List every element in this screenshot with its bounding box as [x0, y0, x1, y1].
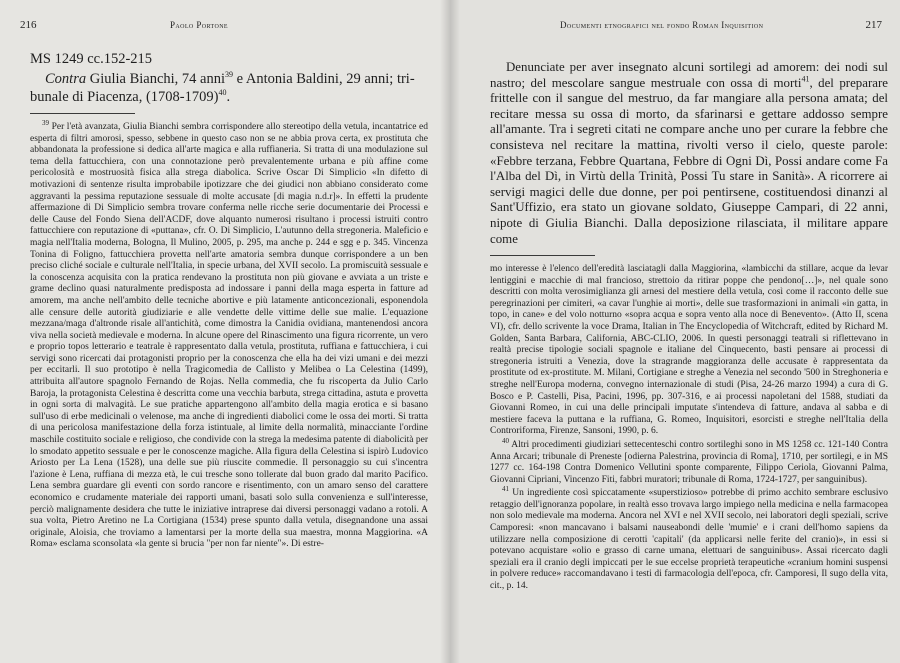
footnote-number: 40 — [502, 436, 509, 445]
heading-line-3-end: . — [226, 89, 231, 105]
footnote-ref-41[interactable]: 41 — [801, 74, 810, 84]
footnote-39 — [30, 118, 429, 551]
heading-line-2-text: Giulia Bianchi, 74 anni — [86, 71, 226, 87]
footnote-40 — [490, 436, 888, 486]
manuscript-heading — [30, 50, 430, 106]
body-paragraph — [490, 60, 888, 247]
footnote-39-continued: mo interesse è l'elenco dell'eredità lasciatagli dalla Maggiorina, «lambicchi da stillare, acque da levar lentiggini e macchie di mal francioso, strettoio da ritirar poppe che pendono[…]», nel quale sono descritti con molta verosimiglianza gli arnesi del mestiere della vetula, così come il racconto delle sue peregrinazioni per cimiteri, «a cavar l'unghie ai morti», delle sue trasformazioni in animali «in gatta, in topo, in cane» e del volo notturno «sopra acqua e sopra vento alla noce di Benevento». (Atto II, scena VI), cfr. dello scrivente la voce Drama, Italian in The Encyclopedia of Witchcraft, edited by Richard M. Golden, Santa Barbara, California, ABC-CLIO, 2006. In questi personaggi teatrali si riflettevano in realtà precise tipologie sociali spagnole e italiane del Cinquecento, basti pensare ai processi di stregoneria istruiti a Venezia, dove la stragrande maggioranza delle accusate è rappresentata da prostitute od ex-prostitute. M. Milani, Cortigiane e streghe a Venezia nel secondo '500 in Streghoneria e streghe nell'Europa moderna, convegno internazionale di studi (Pisa, 24-26 marzo 1994) a cura di G. Bosco e P. Castelli, Pisa, Pacini, 1996, pp. 307-316, e ai processi napoletani del 1588, studiati da Giovanni Romeo, in cui una delle principali imputate s'intendeva di fatture, andava al sabba e di mestiere faceva la puttana e la ruffiana, G. Romeo, Inquisitori, esorcisti e streghe nell'Italia della Controriforma, Firenze, Sansoni, 1990, p. 6. — [490, 264, 888, 437]
running-head: Documenti etnografici nel fondo Roman Inquisition — [560, 20, 764, 30]
heading-line-1: MS 1249 cc.152-215 — [30, 51, 153, 67]
footnote-text: Per l'età avanzata, Giulia Bianchi sembra corrispondere allo stereotipo della vetula, incantatrice ed esperta di filtri amorosi, spesso, sebbene in questo caso non se ne abbia prova certa, ex prostituta che abbandonata la professione si dedica all'arte magica e alla ruffianeria. Si tratta di una modulazione sul tema della fattucchiera, con una connotazione però prevalentemente urbana e più affine come pericolosità e mostruosità fisica alla strega diabolica. Scrive Oscar Di Simplicio «In difetto di motivazioni di sentenze risulta improbabile ipotizzare che dei giudici non abbiano considerato come aggravanti la pessima reputazione sessuale di molte accusate [di magia n.d.r]». In effetti la prudente affermazione di Di Simplicio sembra trovare conferma nelle ricche serie documentarie dei Processi e delle Cause del Fondo Siena dell'ACDF, dove alquanto numerosi risultano i processi istruiti contro fattucchiere con reputazione di «puttana», cfr. O. Di Simplicio, L'autunno della stregoneria. Maleficio e magia nell'Italia moderna, Bologna, Il Mulino, 2005, p. 295, ma anche p. 244 e sgg e p. 345. Vincenza Tonina di Foligno, fattucchiera provetta nell'arte amatoria sembra dunque corrispondere a un ben preciso cliché sociale e culturale nell'Italia, in specie urbana, del XVII secolo. La promiscuità sessuale e la conoscenza acquisita con la pratica rendevano la prostituta non più giovane e avviata a un triste e grame declino quasi naturalmente predisposta ad indossare i panni della maga esperta in fatture ad amorem, ma anche nell'ambito delle tecniche abortive e più latamente anticoncezionali, esponendola alle censure delle autorità giudiziarie e alle vendette delle vittime delle sue malie. L'equazione mezzana/maga d'altronde risale all'antichità, come dimostra la Canidia ovidiana, mantenendosi ancora viva nella società medievale e moderna. In alcune opere del Rinascimento una figura ricorrente, un vero e proprio topos letterario e teatrale è rappresentato dalla vetula, prostituta, ruffiana e fattucchiera, i cui servigi sono ricercati dai protagonisti proprio per la conoscenza che ella ha dei vizi umani e dei mezzi per eccitarli. Il suo prototipo è nella Tragicomedia de Callisto y Melibea o La Celestina (1499), attribuita all'autore spagnolo Fernando de Rojas. Nella commedia, che fu riscoperta da Julio Carlo Baroja, la protagonista Celestina è descritta come una vecchia barbuta, strega cittadina, astuta e provetta in ogni sorta di malvagità. Le sue pratiche appartengono all'ambito della magia erotica e si basano sull'uso di erbe medicinali o velenose, ma anche di ingredienti diabolici come le ossa dei morti. Si tratta di una pericolosa manifestazione della forza istintuale, al limite della normalità, minacciante l'ordine maschile costituito sociale e religioso, che condivide con la strega la medesima patente di diabolicità per lo smodato appetito sessuale e per le conoscenze magiche. Alla figura della Celestina si ispirò Ludovico Ariosto per La Lena (1528), una delle sue più riuscite commedie. Il personaggio su cui s'incentra l'azione è Lena, ruffiana di mezza età, le cui tresche sono tollerate dal buon grado dal marito Pacifico. Lena sembra guardare gli eventi con sordo rancore e risentimento, con un amaro senso del carattere economico e crudamente materiale dei rapporti umani, basati solo sulla convenienza e sull'interesse, perciò malignamente desidera che tutte le iniziative intraprese dai diversi personaggi vadano a rotoli. A sua volta, Pietro Aretino ne La Cortigiana (1534) prese spunto dalla vetula, disegnandone una assai originale, Aloisia, che troviamo a lamentarsi per la morte della sua maestra, monna Maggiorina. «A Roma» esclama sconsolata «la gente si brucia "per non far niente"». Di estre- — [30, 122, 429, 550]
footnote-divider — [490, 255, 595, 256]
page-number: 216 — [20, 19, 37, 31]
book-gutter — [440, 0, 460, 663]
footnote-number: 39 — [42, 118, 49, 127]
contra-word: Contra — [45, 71, 87, 87]
footnotes — [30, 118, 429, 553]
heading-line-2-end: e Antonia Baldini, 29 anni; tri- — [233, 71, 415, 87]
heading-line-3 — [30, 88, 430, 106]
running-head: Paolo Portone — [170, 20, 228, 30]
body-text-part-2: , del preparare frittelle con il sangue del mestruo, da far mangiare alla persona amata; del recitare messa su ossa di morto, da sfarinarsi e gettare addosso sempre all'amante. Tra i segreti citati ne compare anche uno per curare la febbre che consisteva nel recitare la mattina, rivolti verso il cielo, queste parole: «Febbre terzana, Febbre Quartana, Febbre di Ogni Dì, Possi andare come Fa l'Alba del Dì, in Virtù della Trinità, Possi Tu stare in Sanità». A ricorrere ai servigi magici delle due donne, per poi pentirsene, costituendosi dinanzi al Sant'Uffizio, era stato un giovane soldato, Giuseppe Campari, di 22 anni, nipote di Giulia Bianchi. Dalla deposizione rilasciata, il militare appare come — [490, 75, 888, 246]
footnote-ref-40[interactable]: 40 — [218, 88, 227, 98]
footnotes — [490, 264, 888, 595]
footnote-ref-39[interactable]: 39 — [225, 70, 234, 80]
footnote-text: Altri procedimenti giudiziari settecenteschi contro sortileghi sono in MS 1258 cc. 121-140 Contra Anna Arcari; tribunale di Preneste [odierna Palestrina, provincia di Roma], 1710, per sortilegi, e in MS 1277 cc. 164-198 Contra Domenico Vellutini sponte comparente, Filippo Ceriola, Giovanni Palma, Giovanni Cipriani, Vincenzo Fiti, fabbri muratori; tribunale di Roma, 1724-1727, per sanguinibus). — [490, 439, 888, 485]
footnote-41 — [490, 485, 888, 592]
footnote-text: Un ingrediente così spiccatamente «superstizioso» potrebbe di primo acchito sembrare esclusivo retaggio dell'ignoranza popolare, in realtà esso trovava largo impiego nella medicina e nella farmacopea non solo medievale ma moderna. Ancora nel XVI e nel XVII secolo, nei laboratori degli speziali, scrive Camporesi: «non mancavano i balsami nauseabondi delle 'mumie' e i crani dell'homo sapiens da utilizzare nella composizione di cerotti 'capitali' (da applicarsi nelle ferite del cranio)», in essi si potevano acquistare «olio e grasso di carne umana, elettuari de sanguinibus». Assai ricercato dagli speziali era il cranio degli impiccati per le sue eccelse proprietà terapeutiche «cranium homini suspensi in polvere reduce» raccomandavano i testi di farmacologia dell'epoca, cfr. Camporesi, Il sugo della vita, cit., p. 14. — [490, 488, 888, 592]
heading-line-2 — [30, 70, 430, 88]
right-page — [450, 0, 900, 663]
body-text-part-1: Denunciate per aver insegnato alcuni sortilegi ad amorem: dei nodi sul nastro; del mescolare sangue mestruale con ossa di morti — [490, 60, 888, 90]
footnote-number: 41 — [502, 485, 509, 494]
page-number: 217 — [865, 19, 882, 31]
footnote-divider — [30, 113, 135, 114]
heading-line-3-text: bunale di Piacenza, (1708-1709) — [30, 89, 219, 105]
main-text — [490, 60, 888, 247]
